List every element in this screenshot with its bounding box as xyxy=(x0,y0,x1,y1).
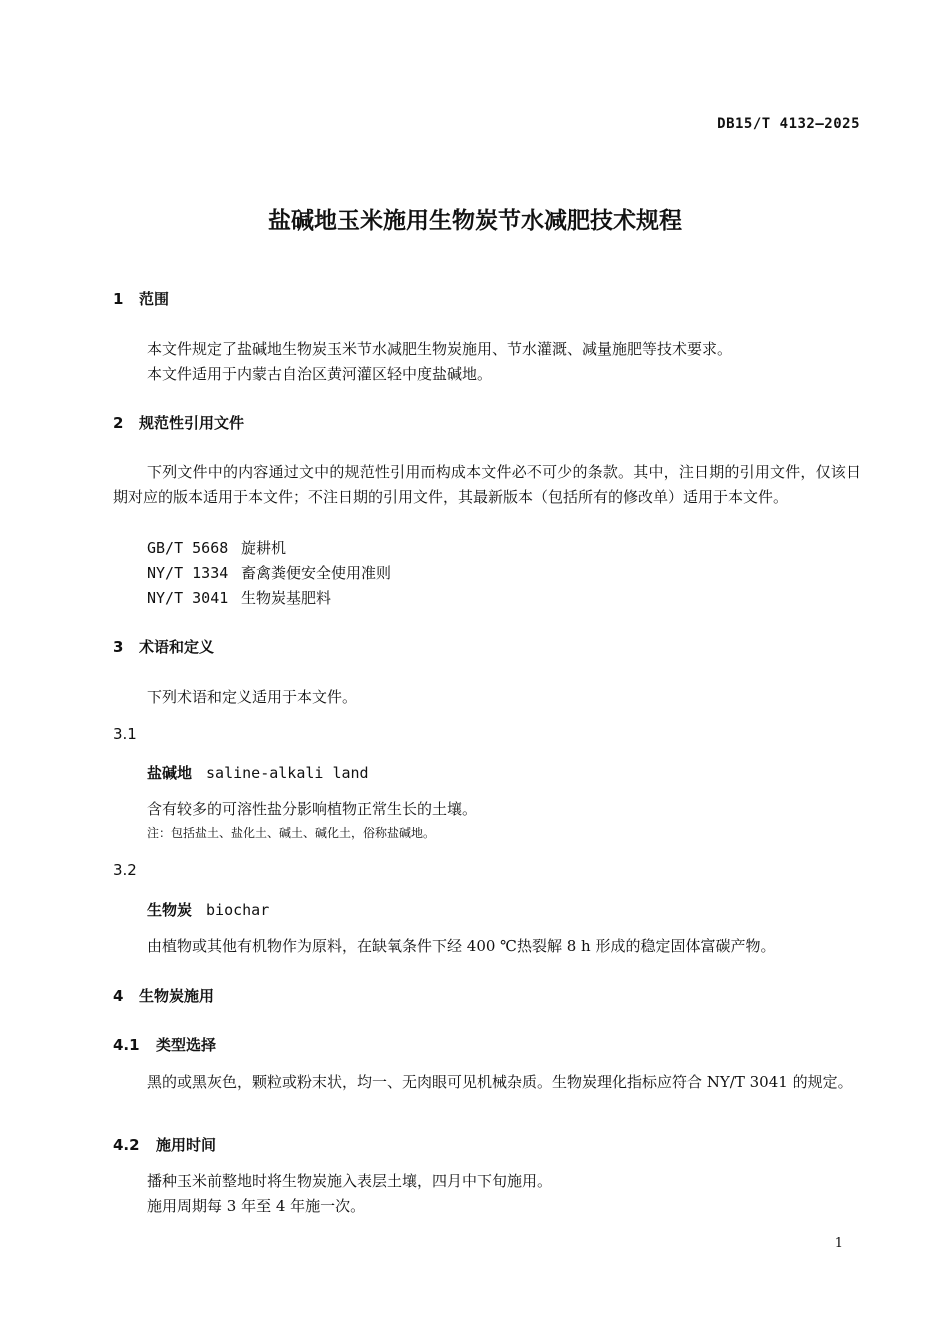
reference-name: 畜禽粪便安全使用准则 xyxy=(241,564,392,582)
term-entry xyxy=(147,899,269,920)
term-number: 3.2 xyxy=(113,861,137,879)
document-title: 盐碱地玉米施用生物炭节水减肥技术规程 xyxy=(268,208,682,234)
term-number: 3.1 xyxy=(113,725,137,743)
subsection-4-1-heading xyxy=(113,1034,216,1055)
section-number: 4 xyxy=(113,987,124,1005)
subsection-number: 4.1 xyxy=(113,1036,140,1054)
page-number: 1 xyxy=(834,1236,843,1251)
scope-paragraph-1: 本文件规定了盐碱地生物炭玉米节水减肥生物炭施用、节水灌溉、减量施肥等技术要求。 xyxy=(147,340,733,358)
term-chinese: 生物炭 xyxy=(147,901,193,919)
section-title: 术语和定义 xyxy=(139,638,215,656)
subsection-title: 施用时间 xyxy=(156,1136,217,1154)
section-1-heading xyxy=(113,288,169,309)
application-time-paragraph-2: 施用周期每 3 年至 4 年施一次。 xyxy=(147,1197,366,1215)
reference-name: 旋耕机 xyxy=(241,539,287,557)
section-3-heading xyxy=(113,636,214,657)
term-english: saline-alkali land xyxy=(206,764,369,782)
subsection-title: 类型选择 xyxy=(156,1036,217,1054)
section-title: 范围 xyxy=(139,290,170,308)
section-2-heading xyxy=(113,412,244,433)
reference-item xyxy=(147,537,286,558)
section-number: 3 xyxy=(113,638,124,656)
section-title: 规范性引用文件 xyxy=(139,414,245,432)
term-note: 注：包括盐土、盐化土、碱土、碱化土，俗称盐碱地。 xyxy=(147,826,436,840)
scope-paragraph-2: 本文件适用于内蒙古自治区黄河灌区轻中度盐碱地。 xyxy=(147,365,493,383)
subsection-4-2-heading xyxy=(113,1134,216,1155)
reference-item xyxy=(147,587,331,608)
section-title: 生物炭施用 xyxy=(139,987,215,1005)
subsection-number: 4.2 xyxy=(113,1136,140,1154)
type-selection-paragraph: 黑的或黑灰色，颗粒或粉末状，均一、无肉眼可见机械杂质。生物炭理化指标应符合 NY/T 3041 的规定。 xyxy=(147,1073,853,1091)
section-number: 2 xyxy=(113,414,124,432)
application-time-paragraph-1: 播种玉米前整地时将生物炭施入表层土壤，四月中下旬施用。 xyxy=(147,1172,553,1190)
terms-intro-paragraph: 下列术语和定义适用于本文件。 xyxy=(147,688,358,706)
document-number: DB15/T 4132—2025 xyxy=(717,116,860,132)
reference-code: NY/T 3041 xyxy=(147,589,229,607)
term-definition: 由植物或其他有机物作为原料，在缺氧条件下经 400 ℃热裂解 8 h 形成的稳定固体富碳产物。 xyxy=(147,937,776,955)
reference-name: 生物炭基肥料 xyxy=(241,589,332,607)
term-definition: 含有较多的可溶性盐分影响植物正常生长的土壤。 xyxy=(147,800,478,818)
reference-code: GB/T 5668 xyxy=(147,539,229,557)
reference-item xyxy=(147,562,391,583)
section-number: 1 xyxy=(113,290,124,308)
reference-code: NY/T 1334 xyxy=(147,564,229,582)
section-4-heading xyxy=(113,985,214,1006)
term-entry xyxy=(147,762,369,783)
term-english: biochar xyxy=(206,901,270,919)
normative-references-paragraph: 下列文件中的内容通过文中的规范性引用而构成本文件必不可少的条款。其中，注日期的引用文件，仅该日期对应的版本适用于本文件；不注日期的引用文件，其最新版本（包括所有的修改单）适用于本文件。 xyxy=(113,463,861,506)
term-chinese: 盐碱地 xyxy=(147,764,193,782)
